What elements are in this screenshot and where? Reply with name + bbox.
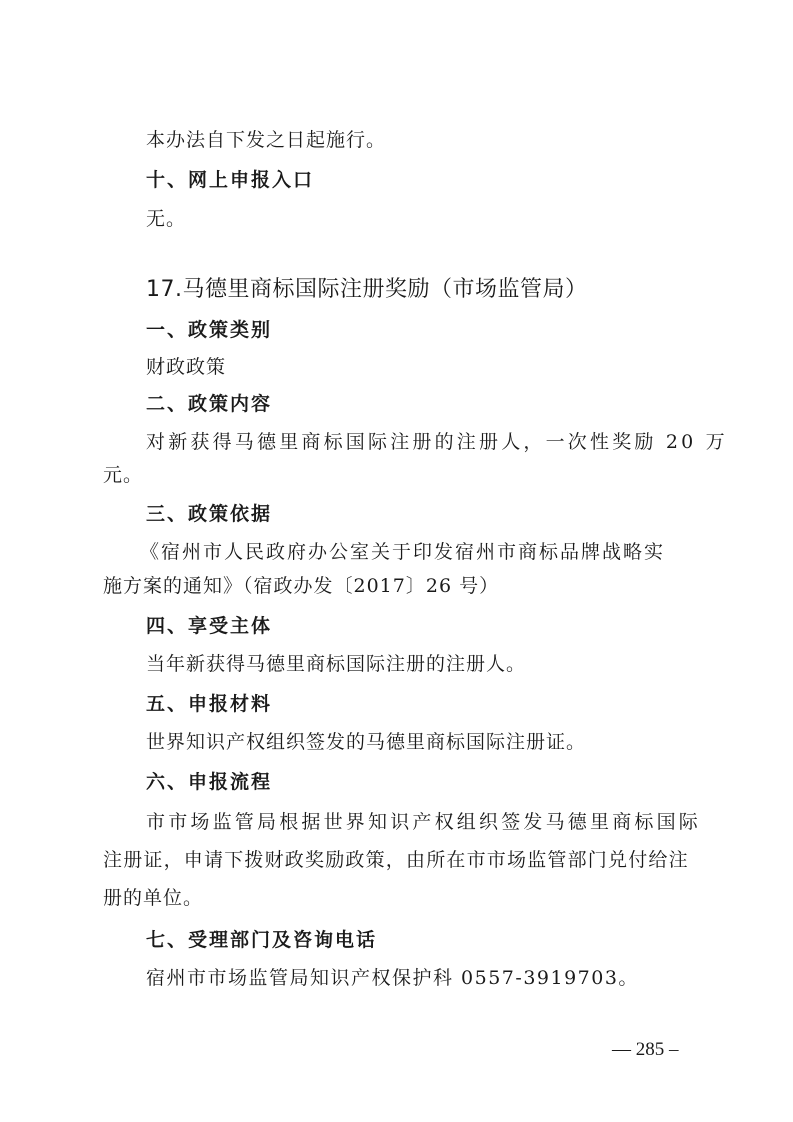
heading-policy-category: 一、政策类别 (146, 319, 273, 341)
heading-online-entry: 十、网上申报入口 (146, 169, 315, 191)
materials-text: 世界知识产权组织签发的马德里商标国际注册证。 (146, 731, 587, 753)
page-number: — 285 – (612, 1039, 679, 1060)
policy-content-line-2: 元。 (103, 464, 144, 486)
heading-policy-content: 二、政策内容 (146, 393, 273, 415)
policy-category-text: 财政政策 (146, 356, 227, 378)
process-line-3: 册的单位。 (103, 887, 204, 909)
policy-basis-line-1: 《宿州市人民政府办公室关于印发宿州市商标品牌战略实 (140, 541, 666, 563)
policy-content-line-1: 对新获得马德里商标国际注册的注册人，一次性奖励 20 万 (146, 431, 728, 453)
contact-text: 宿州市市场监管局知识产权保护科 0557-3919703。 (146, 967, 639, 989)
process-line-1: 市市场监管局根据世界知识产权组织签发马德里商标国际 (146, 811, 702, 833)
heading-process: 六、申报流程 (146, 771, 273, 793)
heading-policy-basis: 三、政策依据 (146, 503, 273, 525)
heading-contact: 七、受理部门及咨询电话 (146, 929, 378, 951)
effective-date-text: 本办法自下发之日起施行。 (146, 129, 387, 151)
heading-beneficiary: 四、享受主体 (146, 615, 273, 637)
heading-materials: 五、申报材料 (146, 693, 273, 715)
online-entry-text: 无。 (146, 208, 187, 230)
policy-basis-line-2: 施方案的通知》（宿政办发〔2017〕26 号） (103, 575, 500, 597)
beneficiary-text: 当年新获得马德里商标国际注册的注册人。 (146, 653, 527, 675)
section-title: 17.马德里商标国际注册奖励（市场监管局） (146, 277, 588, 302)
process-line-2: 注册证，申请下拨财政奖励政策，由所在市市场监管部门兑付给注 (103, 849, 689, 871)
